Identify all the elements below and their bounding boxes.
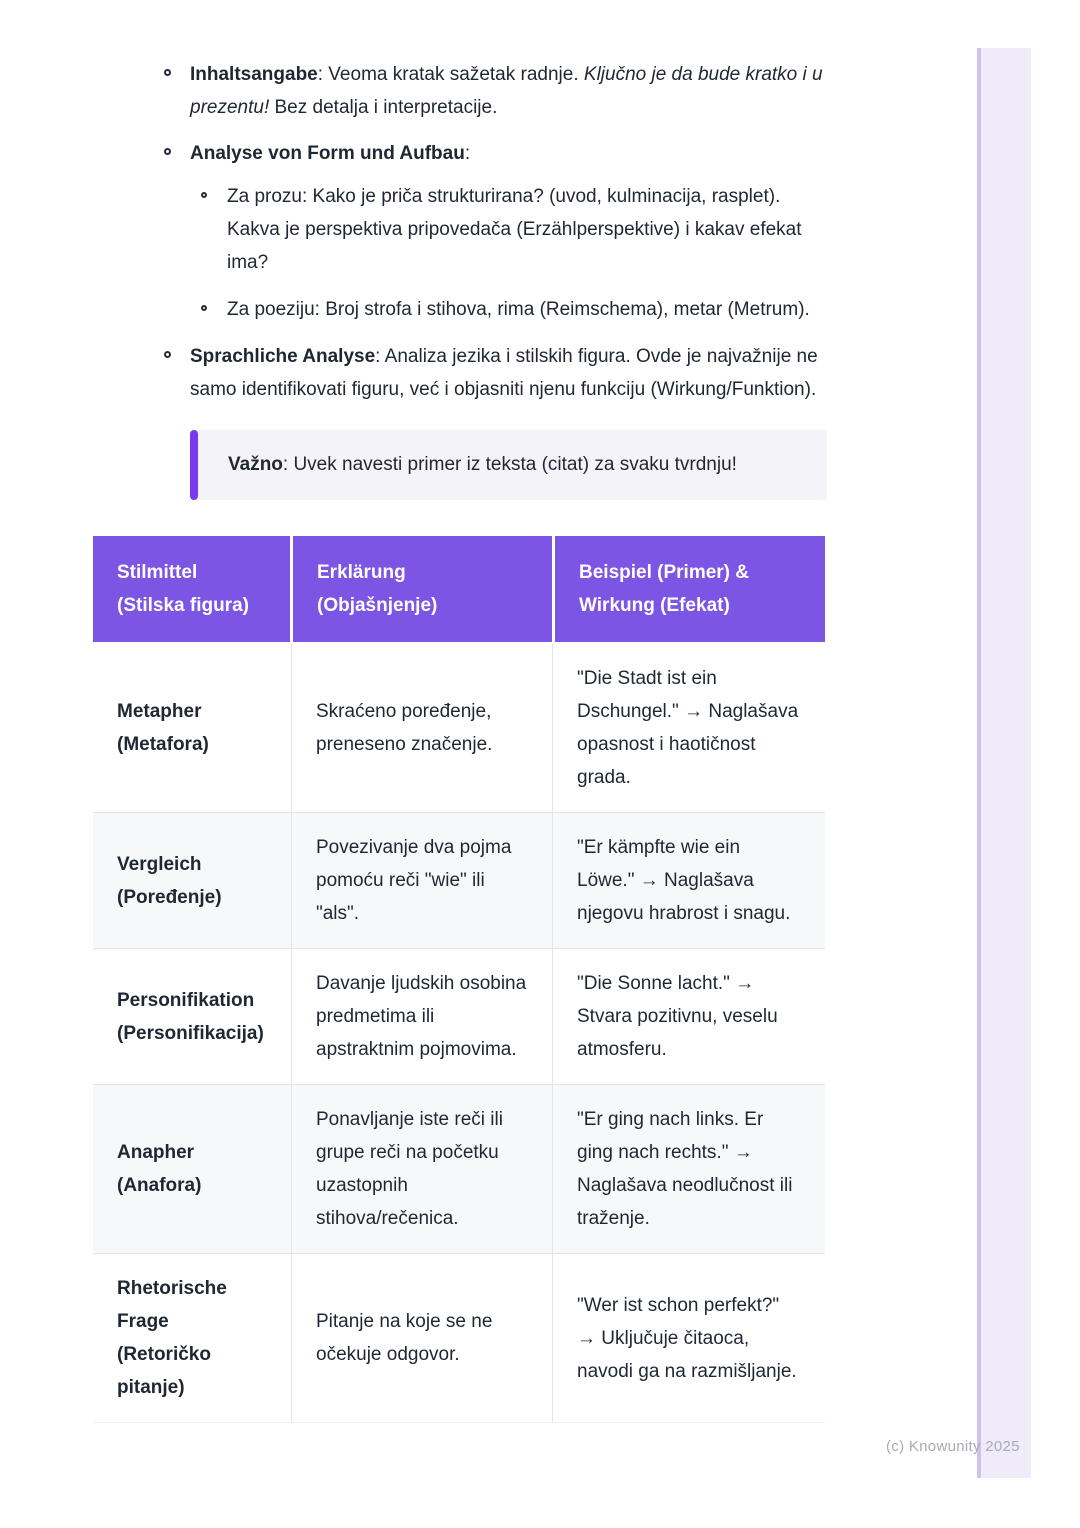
cell-example: "Er kämpfte wie ein Löwe." → Naglašava njegovu hrabrost i snagu. [577, 837, 791, 924]
list-item [163, 58, 853, 124]
stylistic-devices-table [93, 536, 825, 1423]
cell-term: Metapher (Metafora) [93, 644, 292, 812]
cell-example: "Er ging nach links. Er ging nach rechts." → Naglašava neodlučnost ili traženje. [577, 1109, 793, 1229]
table-row [93, 948, 825, 1084]
table-header-row [93, 536, 825, 642]
cell-term: Rhetorische Frage (Retoričko pitanje) [93, 1254, 292, 1422]
list-item-text: Analyse von Form und Aufbau: [190, 143, 471, 164]
bullet-circle-icon [201, 192, 207, 198]
list-subitem-text: Za poeziju: Broj strofa i stihova, rima (Reimschema), metar (Metrum). [227, 299, 810, 320]
cell-explanation: Davanje ljudskih osobina predmetima ili apstraktnim pojmovima. [292, 949, 553, 1084]
cell-term: Anapher (Anafora) [93, 1085, 292, 1253]
bullet-circle-icon [164, 69, 171, 76]
table-header-erklaerung: Erklärung (Objašnjenje) [293, 536, 552, 642]
list-item [163, 340, 853, 406]
callout-accent-bar [190, 430, 198, 500]
list-item-text: Sprachliche Analyse: Analiza jezika i stilskih figura. Ovde je najvažnije ne samo identifikovati figuru, već i objasniti njenu funkciju (Wirkung/Funktion). [190, 346, 818, 400]
bullet-circle-icon [201, 305, 207, 311]
callout-text: Važno : Uvek navesti primer iz teksta (citat) za svaku tvrdnju! [228, 454, 737, 475]
cell-example: "Die Stadt ist ein Dschungel." → Naglašava opasnost i haotičnost grada. [577, 668, 799, 788]
important-callout [190, 430, 827, 500]
list-item-text: Inhaltsangabe: Veoma kratak sažetak radnje. Ključno je da bude kratko i u prezentu! Bez detalja i interpretacije. [190, 64, 823, 118]
bullet-circle-icon [164, 148, 171, 155]
list-subitem [200, 293, 853, 326]
table-body [93, 642, 825, 1423]
document-content [117, 58, 853, 1423]
table-row [93, 1084, 825, 1253]
cell-term: Personifikation (Personifikacija) [93, 949, 292, 1084]
cell-explanation: Ponavljanje iste reči ili grupe reči na početku uzastopnih stihova/rečenica. [292, 1085, 553, 1253]
table-header-stilmittel: Stilmittel (Stilska figura) [93, 536, 290, 642]
table-header-beispiel: Beispiel (Primer) & Wirkung (Efekat) [555, 536, 825, 642]
list-subitem [200, 180, 853, 279]
table-row [93, 1253, 825, 1422]
page-margin-strip [977, 48, 1031, 1478]
cell-explanation: Pitanje na koje se ne očekuje odgovor. [292, 1254, 553, 1422]
list-subitem-text: Za prozu: Kako je priča strukturirana? (uvod, kulminacija, rasplet). Kakva je perspektiva pripovedača (Erzählperspektive) i kakav efekat ima? [227, 186, 802, 273]
bullet-circle-icon [164, 351, 171, 358]
notes-list [163, 58, 853, 406]
cell-term: Vergleich (Poređenje) [93, 813, 292, 948]
list-item [163, 137, 853, 326]
table-row [93, 812, 825, 948]
notes-sublist [200, 180, 853, 326]
cell-explanation: Skraćeno poređenje, preneseno značenje. [292, 644, 553, 812]
cell-explanation: Povezivanje dva pojma pomoću reči "wie" ili "als". [292, 813, 553, 948]
cell-example: "Wer ist schon perfekt?" → Uključuje čitaoca, navodi ga na razmišljanje. [577, 1294, 797, 1382]
copyright-note: (c) Knowunity 2025 [886, 1438, 1020, 1455]
table-row [93, 644, 825, 812]
cell-example: "Die Sonne lacht." → Stvara pozitivnu, veselu atmosferu. [577, 973, 778, 1060]
